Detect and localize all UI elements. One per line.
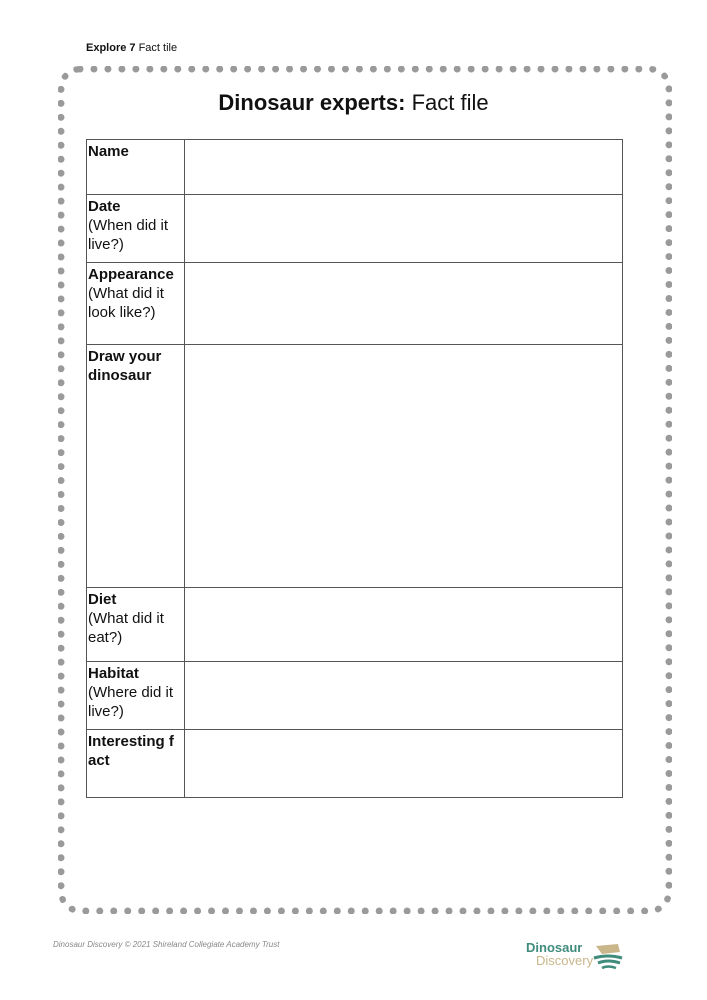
table-row (87, 263, 623, 345)
row-label-main: Appearance (88, 266, 174, 283)
row-label (87, 263, 185, 345)
page-title (0, 90, 707, 116)
worksheet-header (86, 42, 177, 54)
row-label (87, 588, 185, 662)
table-row (87, 140, 623, 195)
logo-line1: Dinosaur (526, 940, 583, 955)
row-label-main: Draw your dinosaur (88, 348, 162, 384)
row-label-main: Diet (88, 591, 117, 608)
answer-cell[interactable] (185, 195, 623, 263)
logo (524, 940, 634, 970)
answer-cell[interactable] (185, 140, 623, 195)
logo-line2: Discovery (536, 953, 594, 968)
table-row (87, 588, 623, 662)
row-label-main: Date (88, 198, 121, 215)
fact-table (86, 139, 623, 798)
row-label-main: Habitat (88, 665, 139, 682)
header-bold: Explore 7 (86, 42, 136, 54)
row-label (87, 345, 185, 588)
table-row (87, 345, 623, 588)
header-rest: Fact tile (135, 42, 178, 54)
row-label (87, 730, 185, 798)
copyright-text: Dinosaur Discovery © 2021 Shireland Collegiate Academy Trust (53, 940, 280, 949)
answer-cell[interactable] (185, 662, 623, 730)
row-label (87, 140, 185, 195)
row-label (87, 195, 185, 263)
row-label-sub: (When did it live?) (88, 217, 169, 253)
answer-cell[interactable] (185, 263, 623, 345)
answer-cell[interactable] (185, 588, 623, 662)
row-label-sub: (What did it eat?) (88, 610, 164, 646)
table-row (87, 662, 623, 730)
title-bold: Dinosaur experts: (218, 90, 406, 115)
row-label (87, 662, 185, 730)
answer-cell[interactable] (185, 345, 623, 588)
title-rest: Fact file (405, 90, 489, 115)
table-row (87, 195, 623, 263)
row-label-main: Name (88, 143, 129, 160)
answer-cell[interactable] (185, 730, 623, 798)
row-label-sub: (Where did it live?) (88, 684, 174, 720)
dinosaur-logo-icon (592, 942, 624, 970)
row-label-main: Interesting f act (88, 733, 174, 769)
row-label-sub: (What did it look like?) (88, 285, 164, 321)
table-row (87, 730, 623, 798)
